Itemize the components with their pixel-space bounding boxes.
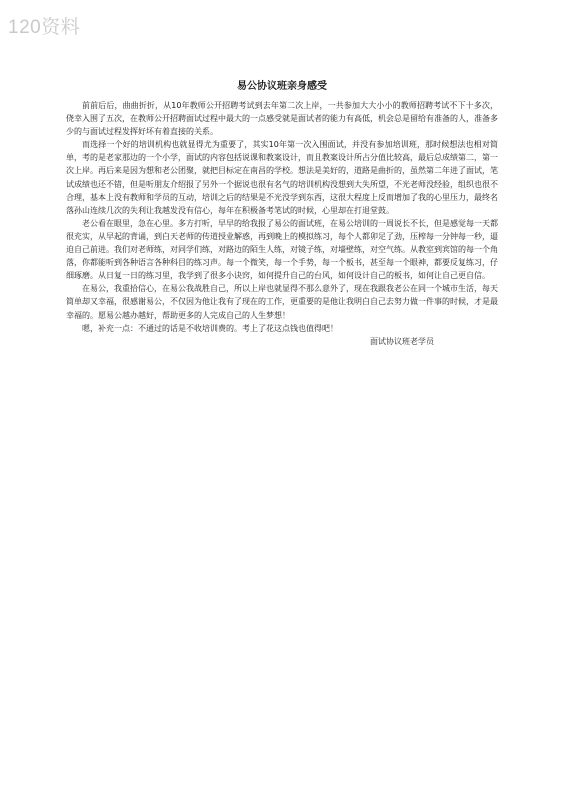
- document-page: [66, 80, 498, 348]
- paragraph-2: 而选择一个好的培训机构也就显得尤为重要了，其实10年第一次入围面试，并没有参加培训班，那时候想法也相对简单，考的是老家那边的一个小学，面试的内容包括说课和教案设计，而且教案设计所占分值比较高，最后总成绩第二，第一次上岸。再后来是因为想和老公团聚，就把目标定在南昌的学校。想法是美好的，道路是曲折的，虽然第二年进了面试，笔试成绩也还不错，但是听朋友介绍报了另外一个据说也很有名气的培训机构没想到大失所望，不光老师没经验，组织也很不合理，基本上没有教师和学员的互动，培训之后的结果是不光没学到东西，这很大程度上反而增加了我的心里压力，最终名落孙山连续几次的失利让我越发没有信心，每年在积极备考笔试的时候，心里却在打退堂鼓。: [66, 140, 498, 215]
- paragraph-5: 嗯，补充一点：不通过的话是不收培训费的。考上了花这点钱也值得吧！: [82, 323, 338, 333]
- paragraph-3: 老公看在眼里，急在心里。多方打听，早早的给我报了易公的面试班，在易公培训的一周说长不长，但是感觉每一天都很充实，从早起的背诵，到白天老师的传道授业解惑，再到晚上的模拟练习，每个人都卯足了劲，压榨每一分钟每一秒，逼迫自己前进。我们对老师练，对同学们练，对路边的陌生人练，对镜子练，对墙壁练，对空气练。从教室到宾馆的每一个角落，你都能听到各种语言各种科目的练习声。每一个微笑，每一个手势，每一个板书，甚至每一个眼神，都要反复练习，仔细琢磨。从日复一日的练习里，我学到了很多小诀窍，如何提升自己的台风，如何设计自己的板书，如何让自己更自信。: [66, 218, 498, 281]
- paragraph-1: 前前后后，曲曲折折，从10年教师公开招聘考试到去年第二次上岸，一共参加大大小小的教师招聘考试不下十多次，侥幸入围了五次，在教师公开招聘面试过程中最大的一点感受就是面试者的能力有高低，机会总是留给有准备的人，准备多少的与面试过程发挥好坏有着直接的关系。: [66, 101, 498, 137]
- signature: 面试协议班老学员: [370, 336, 434, 346]
- watermark-logo: 120资料: [8, 17, 81, 38]
- paragraph-4: 在易公，我重拾信心，在易公我战胜自己，所以上岸也就显得不那么意外了，现在我跟我老公在同一个城市生活，每天简单却又幸福，很感谢易公，不仅因为他让我有了现在的工作，更重要的是他让我明白自己去努力做一件事的时候，才是最幸福的。愿易公越办越好，帮助更多的人完成自己的人生梦想！: [66, 284, 498, 320]
- document-title: 易公协议班亲身感受: [237, 81, 327, 92]
